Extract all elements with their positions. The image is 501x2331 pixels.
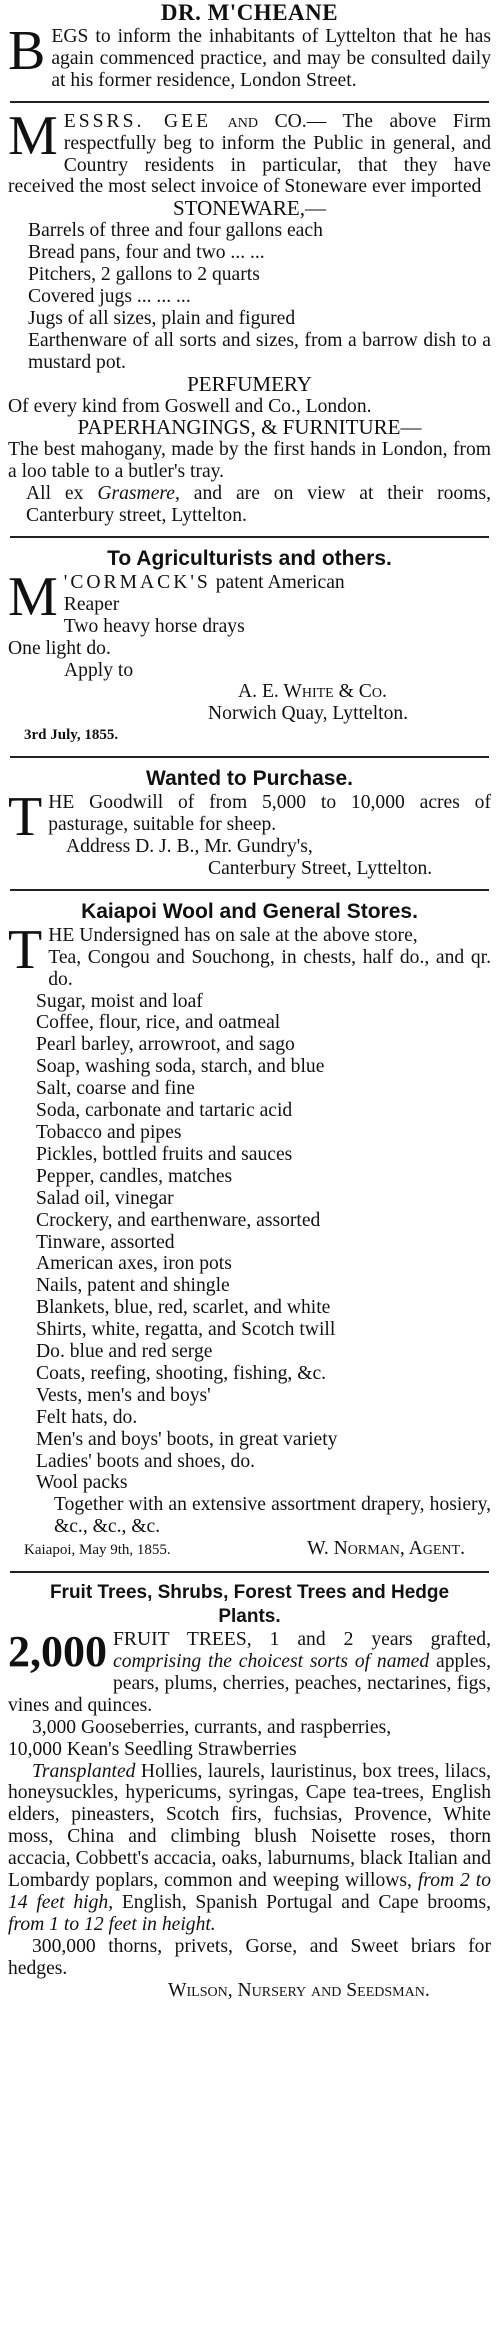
advert-text: HE Undersigned has on sale at the above store, [48, 924, 418, 946]
list-item: Ladies' boots and shoes, do. [36, 1450, 256, 1472]
first-item [8, 947, 491, 991]
section-heading: STONEWARE,— [172, 196, 327, 221]
transplanted-text [8, 1761, 491, 1936]
advert-title: To Agriculturists and others. [107, 546, 392, 570]
list-item: Apply to [64, 659, 134, 681]
signer-address: Norwich Quay, Lyttelton. [208, 703, 409, 725]
ex-suffix: and are on view at their rooms, Canterbury street, Lyttelton. [26, 483, 491, 527]
address-line: Canterbury Street, Lyttelton. [208, 857, 433, 879]
product-name: 'CORMACK'S [63, 571, 211, 593]
list-item: Tea, Congou and Souchong, in chests, half do., and qr. do. [48, 946, 491, 990]
items-list [8, 594, 491, 682]
list-item: Earthenware of all sorts and sizes, from a barrow dish to a mustard pot. [28, 329, 491, 373]
divider [10, 889, 489, 891]
list-item: Crockery, and earthenware, assorted [36, 1209, 321, 1231]
signer-name: A. E. White & Co. [238, 681, 387, 703]
advert-gee-and-co [8, 104, 491, 527]
list-item: Blankets, blue, red, scarlet, and white [36, 1297, 331, 1319]
section-heading: PAPERHANGINGS, & FURNITURE— [77, 415, 422, 440]
advert-title: DR. M'CHEANE [160, 0, 339, 25]
list-item: Salt, coarse and fine [36, 1078, 195, 1100]
advert-footer [8, 1538, 491, 1562]
list-item: Soda, carbonate and tartaric acid [36, 1100, 293, 1122]
list-item: Reaper [63, 593, 120, 615]
list-item: Felt hats, do. [36, 1406, 138, 1428]
list-item: Pickles, bottled fruits and sauces [36, 1143, 293, 1165]
ex-text [8, 483, 491, 527]
signer-name: W. Norman, Agent. [307, 1538, 465, 1560]
stores-list [8, 991, 491, 1495]
advert-mcormack [8, 546, 491, 747]
broom-text: English, Spanish Portugal and Cape brooms, [121, 1891, 491, 1913]
advert-intro [8, 1629, 491, 1717]
advert-intro [8, 104, 491, 199]
list-item: Men's and boys' boots, in great variety [36, 1428, 338, 1450]
section-heading: PERFUMERY [187, 371, 312, 396]
list-item: One light do. [8, 637, 111, 659]
list-item: Shirts, white, regatta, and Scotch twill [36, 1319, 336, 1341]
list-item: Two heavy horse drays [63, 615, 245, 637]
gooseberries-line: 3,000 Gooseberries, currants, and raspberries, [32, 1716, 392, 1738]
advert-date: Kaiapoi, May 9th, 1855. [24, 1542, 171, 1559]
paper-text: The best mahogany, made by the first hands in London, from a loo table to a butler's tray. [8, 439, 491, 483]
transplanted-label: Transplanted [32, 1760, 136, 1782]
firm-co: CO. [274, 110, 307, 132]
drop-cap: T [8, 918, 43, 981]
list-item: Pearl barley, arrowroot, and sago [36, 1034, 295, 1056]
list-item: Wool packs [36, 1472, 128, 1494]
signer [8, 1980, 491, 2002]
advert-title: Fruit Trees, Shrubs, Forest Trees and Hedge Plants. [49, 1582, 450, 1628]
firm-name: ESSRS. GEE [63, 110, 212, 132]
advert-text: EGS to inform the inhabitants of Lyttelton that he has again commenced practice, and may be consulted daily at his former residence, London Street. [51, 26, 491, 91]
list-item: Pitchers, 2 gallons to 2 quarts [28, 264, 260, 286]
list-item: Pepper, candles, matches [36, 1165, 233, 1187]
list-item: American axes, iron pots [36, 1253, 232, 1275]
advert-kaiapoi-stores [8, 899, 491, 1562]
stoneware-list [8, 220, 491, 330]
signer [8, 681, 491, 703]
advert-title: Wanted to Purchase. [146, 767, 353, 791]
list-item: Covered jugs ... ... ... [28, 285, 191, 307]
stoneware-tail [8, 330, 491, 374]
list-item: Vests, men's and boys' [36, 1384, 211, 1406]
together-line: Together with an extensive assortment drapery, hosiery, &c., &c., &c. [54, 1494, 491, 1538]
list-item: Jugs of all sizes, plain and figured [28, 307, 296, 329]
divider [10, 536, 489, 538]
advert-text: HE Goodwill of from 5,000 to 10,000 acres of pasturage, suitable for sheep. [48, 792, 491, 836]
broom-size: from 1 to 12 feet in height. [8, 1913, 216, 1935]
divider [10, 756, 489, 758]
drop-cap: B [8, 20, 46, 82]
divider [10, 101, 489, 103]
divider [10, 1571, 489, 1573]
big-number: 2,000 [8, 1627, 107, 1677]
list-item: Bread pans, four and two ... ... [28, 242, 265, 264]
product-desc: patent American [215, 571, 345, 593]
lead-rest: apples, pears, plums, cherries, peaches, nectarines, figs, vines and quinces. [8, 1651, 491, 1716]
advert-text: — The above Firm respectfully beg to inform the Public in general, and Country residents in particular, that they have received the most select invoice of Stoneware ever imported [8, 110, 491, 198]
strawberries-line: 10,000 Kean's Seedling Strawberries [8, 1738, 297, 1760]
list-item: Tinware, assorted [36, 1231, 175, 1253]
advert-mcheane [8, 0, 491, 92]
drop-cap: M [8, 104, 58, 167]
lead-text: FRUIT TREES, 1 and 2 years grafted, [113, 1629, 491, 1651]
lead-italic: comprising the choicest sorts of named [113, 1651, 430, 1672]
together-text [8, 1494, 491, 1538]
list-item: Barrels of three and four gallons each [28, 220, 323, 242]
list-item: Coats, reefing, shooting, fishing, &c. [36, 1362, 327, 1384]
list-item: Coffee, flour, rice, and oatmeal [36, 1012, 281, 1034]
advert-wanted [8, 766, 491, 880]
advert-body [8, 20, 491, 92]
list-item: Do. blue and red serge [36, 1341, 213, 1363]
transplanted-body: Hollies, laurels, lauristinus, box trees, lilacs, honeysuckles, hypericums, syringas, Cape tea-trees, English elders, pineasters, Scotch firs, fuchsias, Provence, White moss, China and climbing blush Noisette roses, thorn accacia, Cobbett's accacia, oaks, laburnums, black Italian and Lombardy poplars, common and weeping willows, [8, 1760, 491, 1892]
ship-name: Grasmere, [97, 483, 180, 505]
list-item: Sugar, moist and loaf [36, 990, 203, 1012]
advert-title: Kaiapoi Wool and General Stores. [81, 899, 418, 923]
drop-cap: T [8, 786, 43, 849]
thorns-text: 300,000 thorns, privets, Gorse, and Sweet briars for hedges. [8, 1935, 491, 1979]
address-line: Address D. J. B., Mr. Gundry's, [66, 836, 313, 857]
perfumery-text: Of every kind from Goswell and Co., London. [8, 395, 372, 417]
list-item: Soap, washing soda, starch, and blue [36, 1056, 325, 1078]
list-item: Nails, patent and shingle [36, 1275, 230, 1297]
list-item: Tobacco and pipes [36, 1121, 182, 1143]
ex-prefix: All ex [26, 483, 84, 505]
advert-fruit-trees [8, 1581, 491, 2001]
signer-name: Wilson, Nursery and Seedsman. [168, 1979, 430, 2001]
willow-size: from 2 to 14 feet high, [8, 1870, 492, 1913]
advert-date: 3rd July, 1855. [24, 727, 119, 744]
drop-cap: M [8, 565, 58, 628]
list-item: Salad oil, vinegar [36, 1187, 174, 1209]
firm-and: and [227, 110, 258, 132]
